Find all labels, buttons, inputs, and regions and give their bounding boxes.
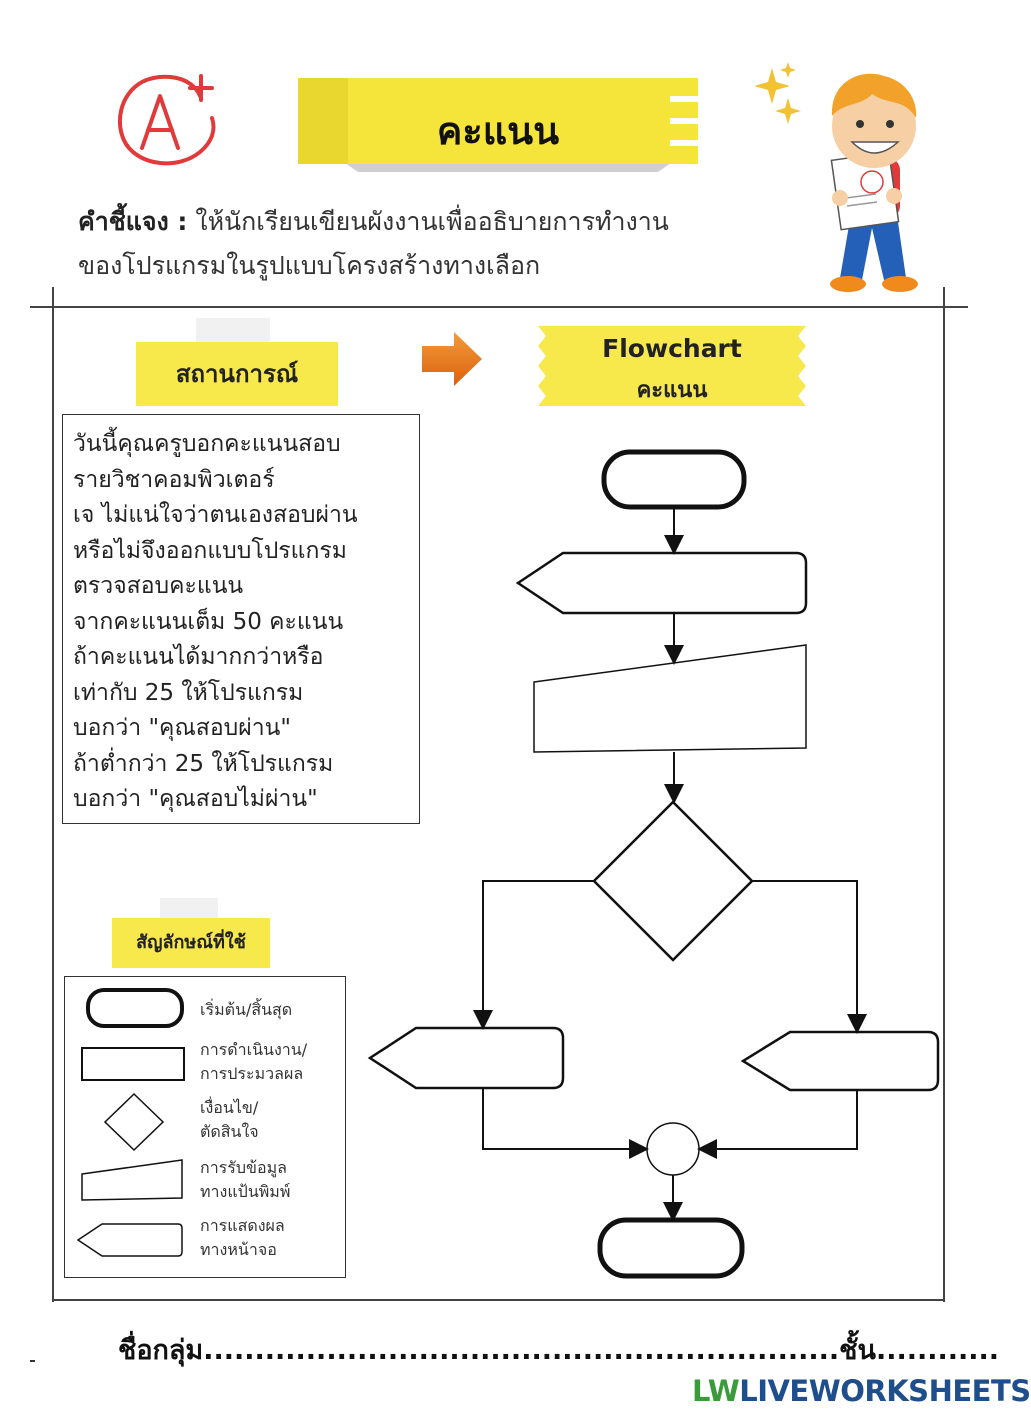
instruction-line2: ของโปรแกรมในรูปแบบโครงสร้างทางเลือก xyxy=(78,251,541,280)
scenario-line: ตรวจสอบคะแนน xyxy=(73,573,244,599)
flow-input-box xyxy=(534,645,806,752)
flowchart-heading-line2: คะแนน xyxy=(636,378,708,403)
scenario-line: จากคะแนนเต็ม 50 คะแนน xyxy=(73,608,344,635)
instruction-line1: ให้นักเรียนเขียนผังงานเพื่ออธิบายการทำงาน xyxy=(195,207,669,236)
decision-symbol xyxy=(105,1094,163,1150)
flow-end-terminator xyxy=(600,1220,742,1276)
scenario-line: ถ้าต่ำกว่า 25 ให้โปรแกรม xyxy=(73,750,334,777)
logo-prefix: LW xyxy=(692,1374,740,1408)
scenario-heading: สถานการณ์ xyxy=(136,342,338,406)
logo-text: LIVEWORKSHEETS xyxy=(739,1374,1031,1408)
scenario-line: บอกว่า "คุณสอบไม่ผ่าน" xyxy=(73,786,318,812)
flow-decision-diamond xyxy=(594,802,752,960)
instruction-label: คำชี้แจง : xyxy=(78,207,188,236)
scenario-line: บอกว่า "คุณสอบผ่าน" xyxy=(73,715,291,741)
flow-display-top xyxy=(518,553,806,613)
flow-display-left xyxy=(370,1028,563,1088)
flow-connector-circle xyxy=(647,1123,699,1175)
scenario-line: วันนี้คุณครูบอกคะแนนสอบ xyxy=(73,431,341,457)
flow-display-right xyxy=(743,1032,938,1090)
legend-label-process: การดำเนินงาน/ การประมวลผล xyxy=(200,1040,308,1083)
scenario-line: หรือไม่จึงออกแบบโปรแกรม xyxy=(73,537,347,564)
legend-label-display: การแสดงผล ทางหน้าจอ xyxy=(200,1216,285,1259)
dash-mark xyxy=(30,1360,35,1362)
legend-heading: สัญลักษณ์ที่ใช้ xyxy=(112,918,270,968)
display-symbol xyxy=(78,1224,182,1256)
manual-input-symbol xyxy=(82,1160,182,1200)
scenario-line: เท่ากับ 25 ให้โปรแกรม xyxy=(73,679,304,706)
group-name-field[interactable]: ชื่อกลุ่ม..............................................................ชั้น............ xyxy=(118,1335,1000,1366)
legend-label-input: การรับข้อมูล ทางแป้นพิมพ์ xyxy=(200,1158,291,1201)
flow-start-terminator xyxy=(604,452,744,507)
scenario-line: รายวิชาคอมพิวเตอร์ xyxy=(73,466,275,493)
terminator-symbol xyxy=(88,990,182,1026)
scenario-line: เจ ไม่แน่ใจว่าตนเองสอบผ่าน xyxy=(73,502,358,528)
flowchart-heading-line1: Flowchart xyxy=(602,334,742,363)
scenario-line: ถ้าคะแนนได้มากกว่าหรือ xyxy=(73,644,324,670)
liveworksheets-logo[interactable] xyxy=(692,1374,1031,1408)
legend-label-decision: เงื่อนไข/ ตัดสินใจ xyxy=(200,1098,259,1141)
process-symbol xyxy=(82,1048,184,1080)
legend-label-terminator: เริ่มต้น/สิ้นสุด xyxy=(200,1000,293,1019)
page-title: คะแนน xyxy=(436,109,560,153)
